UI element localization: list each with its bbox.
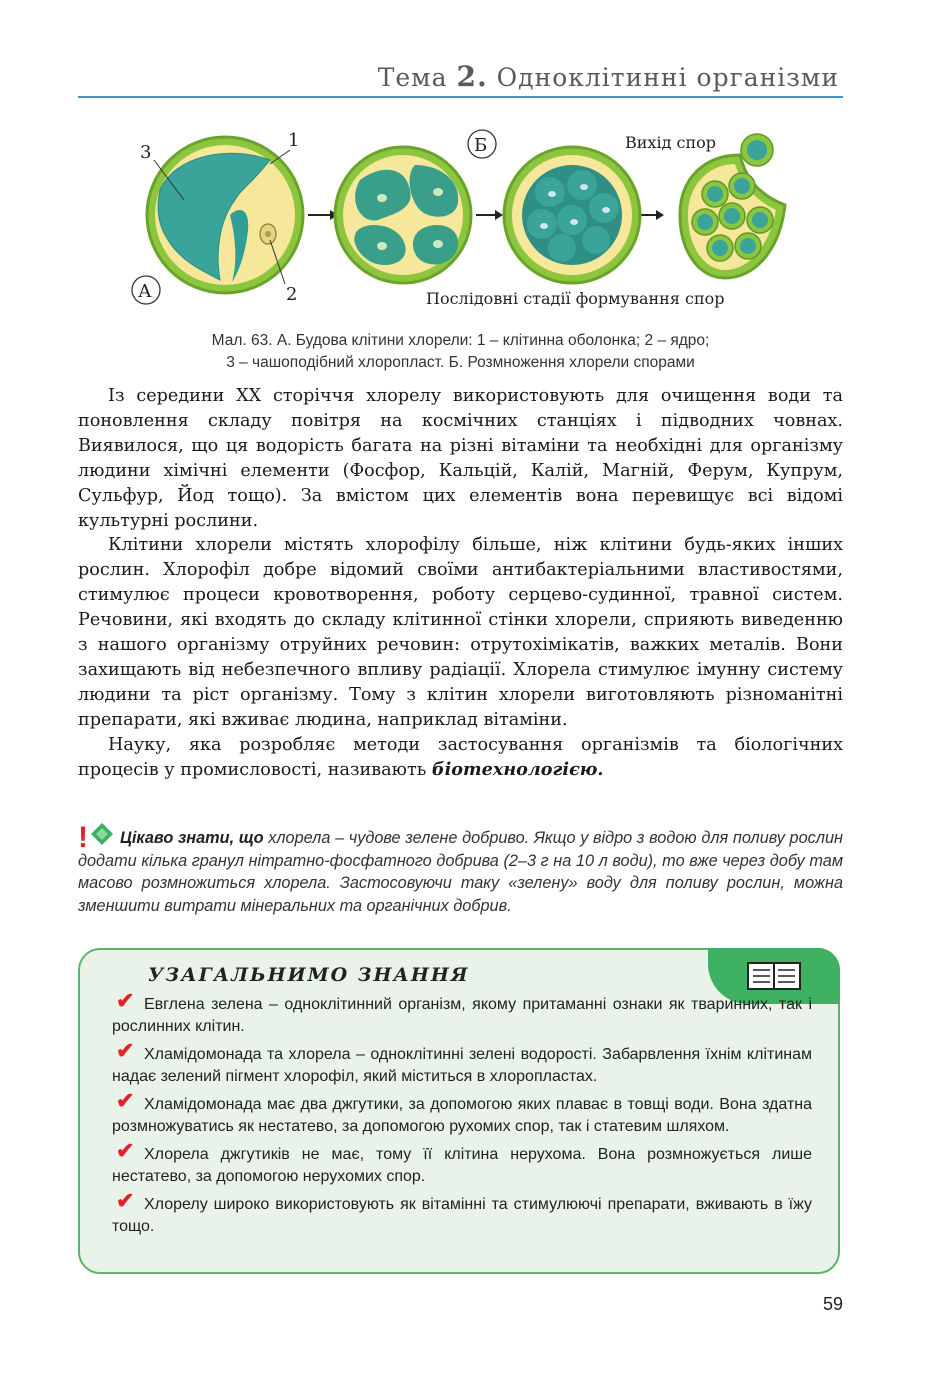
stage-spores-release	[680, 134, 785, 278]
chapter-title	[378, 60, 839, 93]
chapter-word: Тема	[377, 63, 448, 92]
chapter-number: 2.	[456, 60, 488, 93]
label-a: А	[138, 281, 152, 302]
summary-item	[112, 1038, 812, 1088]
chlorella-figure	[120, 120, 820, 320]
summary-item	[112, 1188, 812, 1238]
stages-label: Послідовні стадії формування спор	[426, 289, 725, 308]
summary-list	[112, 988, 812, 1244]
figure-caption	[78, 330, 843, 374]
summary-item-text: Хлорела джгутиків не має, тому її клітина нерухома. Вона розмножується лише нестатево, за допомогою нерухомих спор.	[112, 1146, 812, 1185]
chapter-topic: Одноклітинні організми	[496, 63, 839, 92]
spores-exit-label: Вихід спор	[625, 133, 716, 152]
stage-arrow	[476, 210, 503, 220]
summary-item-text: Хламідомонада має два джгутики, за допомогою яких плаває в товщі води. Вона здатна розмножуватись як нестатево, за допомогою рухомих спор, так і статевим шляхом.	[112, 1096, 812, 1135]
fact-lead: Цікаво знати, що	[120, 829, 264, 847]
paragraph: Із середини XX сторіччя хлорелу використовують для очищення води та поновлення складу повітря на космічних станціях і підводних човнах. Виявилося, що ця водорість багата на різні вітаміни та необхідні для організму людини хімічні елементи (Фосфор, Кальцій, Калій, Магній, Ферум, Купрум, Сульфур, Йод тощо). За вмістом цих елементів вона перевищує всі відомі культурні рослини.	[78, 386, 843, 531]
book-icon	[746, 960, 802, 992]
summary-item-text: Хлорелу широко використовують як вітамінні та стимулюючі препарати, вживають в їжу тощо.	[112, 1196, 812, 1235]
summary-item-text: Евглена зелена – одноклітинний організм, якому притаманні ознаки як тваринних, так і рослинних клітин.	[112, 996, 812, 1035]
check-icon: ✔	[116, 1088, 135, 1113]
check-icon: ✔	[116, 988, 135, 1013]
stage-spore-formation	[504, 147, 640, 283]
label-b: Б	[474, 135, 488, 156]
check-icon: ✔	[116, 1188, 135, 1213]
paragraph: Клітини хлорели містять хлорофілу більше, ніж клітини будь-яких інших рослин. Хлорофіл добре відомий своїми антибактеріальними властивостями, стимулює процеси кровотворення, роботу серцево-судинної, травної систем. Речовини, які входять до складу клітинної стінки хлорели, сприяють виведенню з нашого організму отруйних речовин: отрутохімікатів, важких металів. Вони захищають від небезпечного впливу радіації. Хлорела стимулює імунну систему людини та ріст організму. Тому з клітин хлорели виготовляють різноманітні препарати, які вживає людина, наприклад вітаміни.	[78, 535, 843, 730]
label-a-circle	[132, 276, 160, 304]
summary-item	[112, 1088, 812, 1138]
paragraph	[78, 733, 843, 783]
cell-structure-illustration	[147, 137, 303, 293]
label-b-circle	[468, 130, 496, 158]
summary-title: УЗАГАЛЬНИМО ЗНАННЯ	[148, 964, 470, 986]
label-2: 2	[286, 284, 298, 305]
caption-line: Мал. 63. А. Будова клітини хлорели: 1 – клітинна оболонка; 2 – ядро;	[211, 332, 710, 349]
summary-item	[112, 1138, 812, 1188]
stage-arrow	[640, 210, 664, 220]
chapter-header	[78, 58, 843, 98]
exclamation-icon: !	[78, 821, 88, 854]
label-1: 1	[288, 130, 300, 151]
caption-line: 3 – чашоподібний хлоропласт. Б. Розмноження хлорели спорами	[226, 354, 695, 371]
stage-two-cells	[335, 147, 471, 283]
interesting-fact	[78, 822, 843, 917]
check-icon: ✔	[116, 1138, 135, 1163]
key-term: біотехнологією.	[431, 758, 604, 780]
paragraph-text: Науку, яка розробляє методи застосування організмів та біологічних процесів у промисловості, називають	[78, 734, 843, 780]
page-number: 59	[822, 1294, 843, 1314]
check-icon: ✔	[116, 1038, 135, 1063]
label-3: 3	[140, 142, 152, 163]
summary-item-text: Хламідомонада та хлорела – одноклітинні зелені водорості. Забарвлення їхнім клітинам надає зелений пігмент хлорофіл, який міститься в хлоропластах.	[112, 1046, 812, 1085]
fact-text: хлорела – чудове зелене добриво. Якщо у відро з водою для поливу рослин додати кілька гранул нітратно-фосфатного добрива (2–3 г на 10 л води), то вже через добу там масово розмножиться хлорела. Застосовуючи таку «зелену» воду для поливу рослин, можна зменшити витрати мінеральних та органічних добрив.	[78, 829, 843, 915]
diamond-icon	[90, 822, 114, 846]
main-text	[78, 384, 843, 783]
summary-item	[112, 988, 812, 1038]
summary-box	[78, 948, 840, 1274]
